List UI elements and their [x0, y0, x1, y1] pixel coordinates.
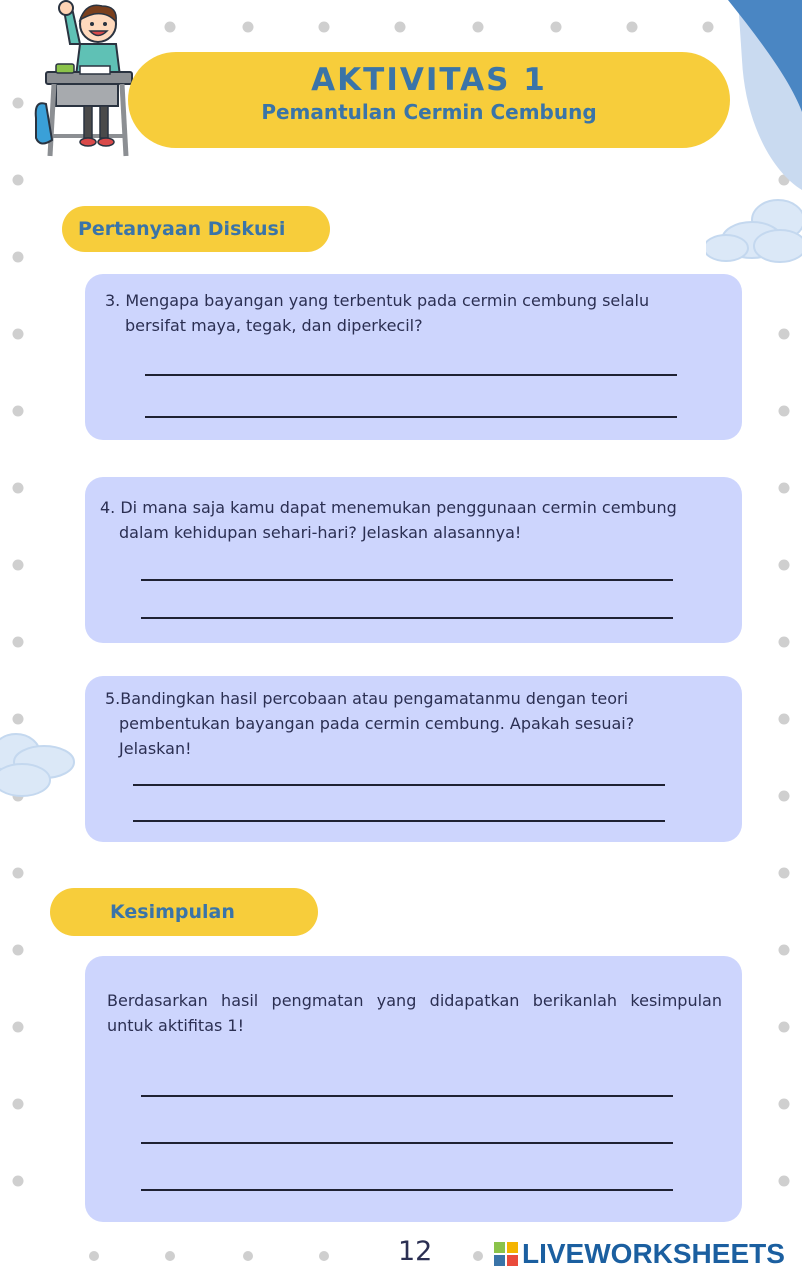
question-line: bersifat maya, tegak, dan diperkecil? [125, 316, 423, 335]
question-number: 3. [105, 291, 121, 310]
dot [13, 483, 24, 494]
dot [13, 406, 24, 417]
question-text [105, 288, 649, 338]
dot [779, 1099, 790, 1110]
question-line: dalam kehidupan sehari-hari? Jelaskan alasannya! [119, 523, 522, 542]
brand-name: LIVEWORKSHEETS [522, 1238, 785, 1269]
question-line: Jelaskan! [119, 739, 192, 758]
answer-line[interactable] [141, 579, 673, 581]
dot [13, 560, 24, 571]
dot [779, 637, 790, 648]
dot [779, 945, 790, 956]
answer-line[interactable] [141, 1142, 673, 1144]
dot [779, 329, 790, 340]
dot [13, 1022, 24, 1033]
page-number: 12 [398, 1236, 433, 1267]
conclusion-text [107, 988, 722, 1038]
dot [89, 1251, 99, 1261]
dot [13, 868, 24, 879]
question-text [105, 686, 634, 761]
liveworksheets-logo-icon [494, 1242, 518, 1266]
dot [13, 714, 24, 725]
dot [13, 252, 24, 263]
dot [319, 1251, 329, 1261]
answer-line[interactable] [133, 820, 665, 822]
conclusion-line: untuk aktifitas 1! [107, 1016, 245, 1035]
answer-line[interactable] [141, 1189, 673, 1191]
dot [779, 1022, 790, 1033]
question-line: Di mana saja kamu dapat menemukan penggunaan cermin cembung [120, 498, 677, 517]
answer-line[interactable] [145, 374, 677, 376]
section-label-discussion: Pertanyaan Diskusi [62, 206, 330, 252]
question-line: pembentukan bayangan pada cermin cembung. Apakah sesuai? [119, 714, 635, 733]
dot [779, 560, 790, 571]
question-line: Bandingkan hasil percobaan atau pengamatanmu dengan teori [120, 689, 629, 708]
page-title: AKTIVITAS 1 [311, 62, 547, 98]
dot [13, 945, 24, 956]
dot [13, 637, 24, 648]
title-banner [128, 52, 730, 148]
section-label-conclusion: Kesimpulan [50, 888, 318, 936]
dot [13, 1176, 24, 1187]
dot [779, 1176, 790, 1187]
dot [165, 1251, 175, 1261]
dot [13, 1099, 24, 1110]
dot [473, 1251, 483, 1261]
cloud-icon [0, 724, 80, 804]
student-at-desk-illustration [28, 0, 138, 160]
liveworksheets-logo[interactable] [494, 1238, 785, 1270]
dot [13, 329, 24, 340]
question-number: 5. [105, 689, 121, 708]
dot [779, 791, 790, 802]
page-subtitle: Pemantulan Cermin Cembung [261, 100, 597, 124]
question-number: 4. [100, 498, 116, 517]
dot [779, 714, 790, 725]
dot [779, 406, 790, 417]
answer-line[interactable] [133, 784, 665, 786]
dot [779, 868, 790, 879]
answer-line[interactable] [141, 1095, 673, 1097]
cloud-icon [706, 196, 802, 268]
question-text [100, 495, 677, 545]
conclusion-line: Berdasarkan hasil pengmatan yang didapatkan berikanlah kesimpulan [107, 991, 722, 1010]
question-line: Mengapa bayangan yang terbentuk pada cermin cembung selalu [125, 291, 650, 310]
dot [779, 483, 790, 494]
answer-line[interactable] [145, 416, 677, 418]
dot [243, 1251, 253, 1261]
answer-line[interactable] [141, 617, 673, 619]
